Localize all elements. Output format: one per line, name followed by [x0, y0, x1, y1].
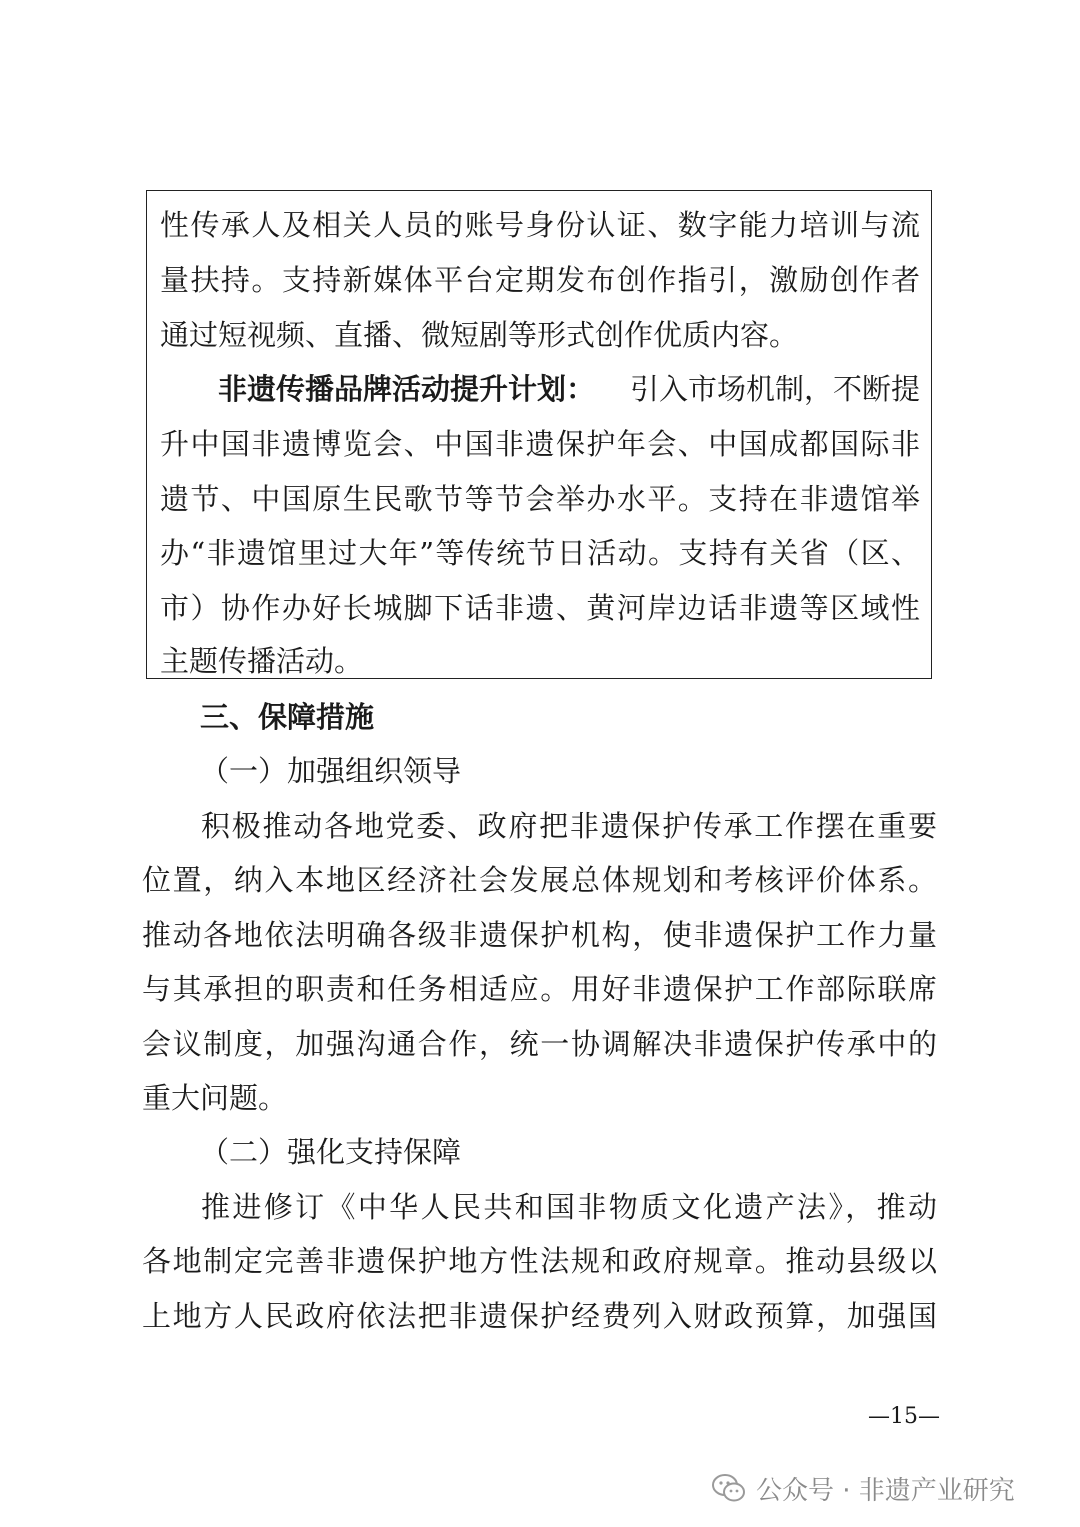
paragraph-line: 积极推动各地党委、政府把非遗保护传承工作摆在重要: [201, 809, 937, 843]
subsection-heading: （二）强化支持保障: [200, 1135, 462, 1169]
page-number: —15—: [868, 1404, 940, 1429]
box-line: 升中国非遗博览会、中国非遗保护年会、中国成都国际非: [160, 427, 920, 461]
paragraph-line: 重大问题。: [142, 1081, 288, 1115]
paragraph-line: 推动各地依法明确各级非遗保护机构，使非遗保护工作力量: [142, 918, 937, 952]
plan-title: 非遗传播品牌活动提升计划：: [218, 372, 596, 406]
box-line: 性传承人及相关人员的账号身份认证、数字能力培训与流: [160, 208, 920, 242]
paragraph-line: 各地制定完善非遗保护地方性法规和政府规章。推动县级以: [142, 1244, 937, 1278]
plan-first-line-text: 引入市场机制，不断提: [629, 372, 920, 406]
box-line: 办“非遗馆里过大年”等传统节日活动。支持有关省（区、: [160, 536, 920, 570]
paragraph-line: 上地方人民政府依法把非遗保护经费列入财政预算，加强国: [142, 1299, 937, 1333]
box-line: 主题传播活动。: [160, 644, 364, 678]
box-line: 量扶持。支持新媒体平台定期发布创作指引，激励创作者: [160, 263, 920, 297]
subsection-heading: （一）加强组织领导: [200, 754, 462, 788]
paragraph-line: 推进修订《中华人民共和国非物质文化遗产法》，推动: [201, 1190, 937, 1224]
watermark-text: 公众号 · 非遗产业研究: [756, 1475, 1015, 1506]
paragraph-line: 位置，纳入本地区经济社会发展总体规划和考核评价体系。: [142, 863, 937, 897]
box-line: 通过短视频、直播、微短剧等形式创作优质内容。: [160, 318, 799, 352]
paragraph-line: 与其承担的职责和任务相适应。用好非遗保护工作部际联席: [142, 972, 937, 1006]
wechat-icon: [712, 1473, 746, 1503]
section-heading: 三、保障措施: [200, 700, 375, 734]
paragraph-line: 会议制度，加强沟通合作，统一协调解决非遗保护传承中的: [142, 1027, 937, 1061]
box-line: 遗节、中国原生民歌节等节会举办水平。支持在非遗馆举: [160, 482, 920, 516]
box-line: 市）协作办好长城脚下话非遗、黄河岸边话非遗等区域性: [160, 591, 920, 625]
watermark: [712, 1468, 1015, 1508]
plan-first-line: [218, 369, 920, 409]
